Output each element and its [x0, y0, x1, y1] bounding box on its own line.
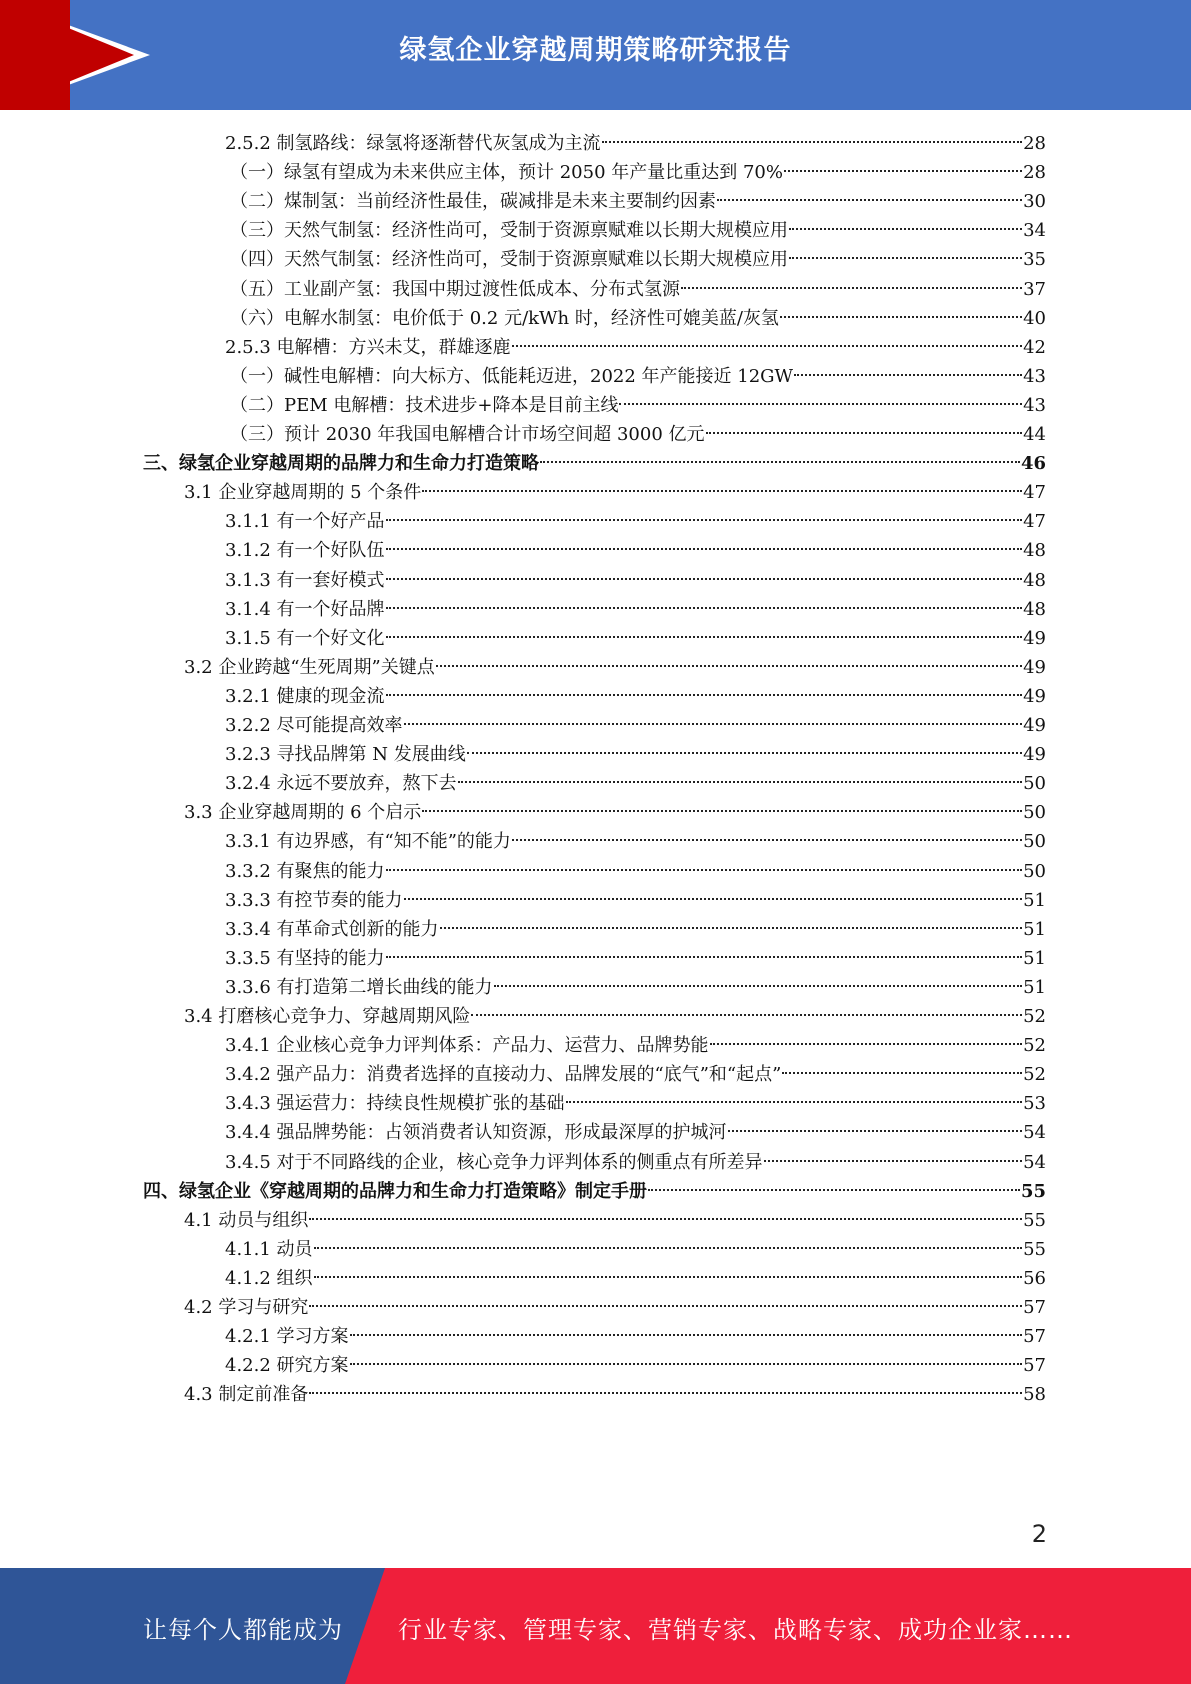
toc-entry-page: 28	[1023, 162, 1046, 184]
toc-entry[interactable]	[225, 943, 1046, 974]
toc-entry-page: 49	[1023, 715, 1046, 736]
toc-entry-label: 3.4.1 企业核心竞争力评判体系：产品力、运营力、品牌势能	[225, 1035, 709, 1057]
toc-entry-label: 四、绿氢企业《穿越周期的品牌力和生命力打造策略》制定手册	[143, 1180, 647, 1202]
toc-entry-page: 54	[1023, 1122, 1046, 1144]
toc-dot-leader	[780, 316, 1022, 318]
toc-entry[interactable]	[230, 390, 1046, 421]
toc-entry-label: 4.2.1 学习方案	[225, 1326, 349, 1348]
toc-entry-page: 52	[1023, 1064, 1046, 1086]
toc-dot-leader	[717, 199, 1022, 201]
toc-entry[interactable]	[230, 186, 1046, 217]
toc-entry[interactable]	[184, 477, 1046, 508]
toc-dot-leader	[789, 257, 1022, 259]
toc-entry-label: 4.1 动员与组织	[184, 1209, 309, 1231]
toc-entry-page: 58	[1023, 1384, 1046, 1406]
report-title: 绿氢企业穿越周期策略研究报告	[399, 35, 792, 66]
toc-entry-page: 43	[1023, 394, 1046, 416]
toc-entry-label: 3.2.4 永远不要放弃，熬下去	[225, 773, 457, 795]
toc-dot-leader	[540, 461, 1020, 463]
toc-dot-leader	[386, 956, 1023, 958]
toc-entry-page: 50	[1023, 831, 1046, 853]
toc-entry-page: 47	[1023, 482, 1046, 504]
toc-dot-leader	[350, 1363, 1023, 1365]
toc-dot-leader	[422, 490, 1022, 492]
toc-entry[interactable]	[184, 1379, 1046, 1410]
footer-slogan-left: 让每个人都能成为	[143, 1616, 343, 1644]
toc-entry[interactable]	[225, 826, 1046, 857]
toc-entry-page: 51	[1023, 976, 1046, 998]
toc-dot-leader	[648, 1189, 1020, 1191]
toc-entry-page: 48	[1023, 598, 1046, 620]
toc-dot-leader	[309, 1305, 1022, 1307]
toc-entry-page: 52	[1023, 1006, 1046, 1027]
toc-dot-leader	[386, 578, 1023, 580]
toc-entry[interactable]	[225, 1321, 1046, 1352]
toc-entry[interactable]	[230, 419, 1046, 450]
toc-entry[interactable]	[225, 739, 1046, 770]
toc-dot-leader	[309, 1392, 1022, 1394]
toc-entry-page: 55	[1023, 1209, 1046, 1231]
toc-entry-label: 4.3 制定前准备	[184, 1384, 309, 1406]
toc-entry-label: 3.4.3 强运营力：持续良性规模扩张的基础	[225, 1093, 565, 1115]
toc-entry-label: 3.1.1 有一个好产品	[225, 511, 385, 533]
toc-dot-leader	[681, 287, 1022, 289]
toc-entry[interactable]	[143, 1176, 1046, 1207]
toc-dot-leader	[467, 752, 1022, 754]
toc-entry-label: 3.2.1 健康的现金流	[225, 685, 385, 707]
toc-entry-page: 57	[1023, 1297, 1046, 1318]
toc-entry-label: （二）煤制氢：当前经济性最佳，碳减排是未来主要制约因素	[230, 191, 716, 213]
toc-entry-label: （三）天然气制氢：经济性尚可，受制于资源禀赋难以长期大规模应用	[230, 220, 788, 242]
toc-entry[interactable]	[230, 244, 1046, 275]
toc-dot-leader	[386, 519, 1023, 521]
toc-dot-leader	[404, 723, 1023, 725]
toc-entry[interactable]	[230, 157, 1046, 188]
toc-entry-page: 46	[1020, 453, 1046, 475]
toc-entry-label: 三、绿氢企业穿越周期的品牌力和生命力打造策略	[143, 453, 539, 475]
toc-entry-page: 49	[1023, 656, 1046, 678]
toc-entry[interactable]	[225, 565, 1046, 596]
toc-entry[interactable]	[225, 535, 1046, 566]
toc-entry-page: 57	[1023, 1355, 1046, 1377]
toc-entry-page: 54	[1023, 1151, 1046, 1173]
toc-entry-page: 57	[1023, 1326, 1046, 1348]
toc-entry[interactable]	[225, 1234, 1046, 1265]
toc-entry-label: （一）碱性电解槽：向大标方、低能耗迈进，2022 年产能接近 12GW	[230, 365, 794, 387]
toc-entry-label: 2.5.2 制氢路线：绿氢将逐渐替代灰氢成为主流	[225, 133, 601, 154]
toc-entry-page: 49	[1023, 685, 1046, 707]
toc-entry-page: 49	[1023, 744, 1046, 766]
toc-entry-label: 3.4 打磨核心竞争力、穿越周期风险	[184, 1006, 471, 1027]
toc-entry-page: 52	[1023, 1035, 1046, 1057]
toc-entry[interactable]	[225, 972, 1046, 1003]
toc-entry-label: 3.3.1 有边界感，有“知不能”的能力	[225, 831, 511, 853]
toc-dot-leader	[764, 1160, 1023, 1162]
toc-entry-label: 2.5.3 电解槽：方兴未艾，群雄逐鹿	[225, 336, 511, 358]
toc-entry-label: （六）电解水制氢：电价低于 0.2 元/kWh 时，经济性可媲美蓝/灰氢	[230, 307, 779, 329]
toc-dot-leader	[710, 1043, 1023, 1045]
toc-entry-page: 48	[1023, 569, 1046, 591]
toc-dot-leader	[386, 607, 1023, 609]
toc-dot-leader	[458, 781, 1023, 783]
toc-entry-label: 3.1.3 有一套好模式	[225, 569, 385, 591]
toc-dot-leader	[386, 636, 1023, 638]
toc-entry[interactable]	[225, 768, 1046, 799]
toc-entry-label: 4.1.1 动员	[225, 1238, 313, 1260]
toc-entry-page: 51	[1023, 918, 1046, 940]
toc-entry-page: 50	[1023, 802, 1046, 824]
toc-entry[interactable]	[225, 856, 1046, 887]
toc-dot-leader	[512, 839, 1022, 841]
toc-entry[interactable]	[225, 710, 1046, 741]
toc-entry[interactable]	[184, 1001, 1046, 1032]
toc-dot-leader	[314, 1276, 1023, 1278]
toc-entry-label: 3.4.5 对于不同路线的企业，核心竞争力评判体系的侧重点有所差异	[225, 1151, 763, 1173]
toc-entry-label: 3.2.2 尽可能提高效率	[225, 715, 403, 736]
toc-entry-label: 3.2 企业跨越“生死周期”关键点	[184, 656, 435, 678]
toc-entry[interactable]	[225, 594, 1046, 625]
toc-entry[interactable]	[225, 681, 1046, 712]
toc-entry[interactable]	[225, 1030, 1046, 1061]
toc-dot-leader	[728, 1130, 1023, 1132]
toc-entry-page: 37	[1023, 278, 1046, 300]
toc-dot-leader	[566, 1101, 1023, 1103]
toc-entry-label: 4.1.2 组织	[225, 1267, 313, 1289]
footer-blue-slant	[345, 1568, 385, 1684]
toc-entry[interactable]	[184, 1205, 1046, 1236]
toc-entry-label: 3.1 企业穿越周期的 5 个条件	[184, 482, 422, 504]
toc-dot-leader	[422, 810, 1022, 812]
toc-entry-page: 42	[1023, 336, 1046, 358]
toc-dot-leader	[386, 694, 1023, 696]
toc-dot-leader	[619, 403, 1022, 405]
toc-entry[interactable]	[225, 1059, 1046, 1090]
toc-entry-label: （四）天然气制氢：经济性尚可，受制于资源禀赋难以长期大规模应用	[230, 249, 788, 271]
toc-entry-page: 51	[1023, 889, 1046, 911]
toc-entry[interactable]	[225, 1350, 1046, 1381]
toc-entry[interactable]	[230, 303, 1046, 334]
toc-entry-page: 28	[1023, 133, 1046, 154]
toc-dot-leader	[789, 228, 1022, 230]
toc-entry-page: 55	[1023, 1238, 1046, 1260]
toc-entry-label: （一）绿氢有望成为未来供应主体，预计 2050 年产量比重达到 70%	[230, 162, 783, 184]
toc-entry[interactable]	[230, 274, 1046, 305]
toc-dot-leader	[782, 1072, 1022, 1074]
toc-entry-label: 4.2 学习与研究	[184, 1297, 309, 1318]
toc-entry[interactable]	[143, 448, 1046, 479]
toc-dot-leader	[440, 927, 1023, 929]
toc-dot-leader	[314, 1247, 1023, 1249]
toc-entry-label: 3.3.4 有革命式创新的能力	[225, 918, 439, 940]
toc-entry-page: 53	[1023, 1093, 1046, 1115]
toc-dot-leader	[494, 985, 1023, 987]
toc-entry-label: 3.4.2 强产品力：消费者选择的直接动力、品牌发展的“底气”和“起点”	[225, 1064, 782, 1086]
toc-dot-leader	[784, 170, 1022, 172]
toc-entry[interactable]	[225, 128, 1046, 159]
toc-dot-leader	[386, 548, 1023, 550]
toc-entry[interactable]	[225, 885, 1046, 916]
toc-entry-label: 4.2.2 研究方案	[225, 1355, 349, 1377]
toc-entry-label: 3.3.5 有坚持的能力	[225, 947, 385, 969]
toc-entry-label: 3.1.5 有一个好文化	[225, 627, 385, 649]
toc-entry-page: 43	[1023, 365, 1046, 387]
toc-dot-leader	[512, 345, 1023, 347]
toc-entry[interactable]	[225, 1088, 1046, 1119]
toc-entry-label: （三）预计 2030 年我国电解槽合计市场空间超 3000 亿元	[230, 424, 705, 445]
toc-entry-page: 55	[1020, 1180, 1046, 1202]
toc-entry-label: 3.4.4 强品牌势能：占领消费者认知资源，形成最深厚的护城河	[225, 1122, 727, 1144]
toc-entry-page: 30	[1023, 191, 1046, 213]
toc-entry-label: 3.1.4 有一个好品牌	[225, 598, 385, 620]
toc-entry[interactable]	[184, 652, 1046, 683]
toc-entry[interactable]	[225, 1147, 1046, 1178]
toc-dot-leader	[386, 869, 1023, 871]
toc-dot-leader	[706, 432, 1023, 434]
toc-entry[interactable]	[230, 215, 1046, 246]
toc-entry-page: 48	[1023, 540, 1046, 562]
toc-dot-leader	[436, 665, 1022, 667]
toc-entry-page: 35	[1023, 249, 1046, 271]
toc-dot-leader	[404, 898, 1023, 900]
toc-dot-leader	[794, 374, 1022, 376]
toc-entry-label: 3.3.2 有聚焦的能力	[225, 860, 385, 882]
page-header	[0, 0, 1191, 110]
toc-entry-page: 34	[1023, 220, 1046, 242]
toc-entry[interactable]	[184, 797, 1046, 828]
toc-entry[interactable]	[225, 623, 1046, 654]
toc-entry[interactable]	[225, 914, 1046, 945]
toc-entry[interactable]	[225, 1263, 1046, 1294]
toc-entry-page: 44	[1023, 424, 1046, 445]
page-number: 2	[1031, 1520, 1047, 1548]
toc-dot-leader	[602, 141, 1023, 143]
toc-entry-page: 40	[1023, 307, 1046, 329]
page-footer	[0, 1568, 1191, 1684]
toc-entry-page: 51	[1023, 947, 1046, 969]
toc-dot-leader	[309, 1218, 1022, 1220]
toc-entry-page: 47	[1023, 511, 1046, 533]
toc-entry-label: 3.3 企业穿越周期的 6 个启示	[184, 802, 422, 824]
toc-entry-label: （五）工业副产氢：我国中期过渡性低成本、分布式氢源	[230, 278, 680, 300]
toc-entry-label: （二）PEM 电解槽：技术进步+降本是目前主线	[230, 394, 619, 416]
toc-dot-leader	[471, 1014, 1022, 1016]
toc-entry-label: 3.3.6 有打造第二增长曲线的能力	[225, 976, 493, 998]
toc-entry[interactable]	[225, 506, 1046, 537]
toc-entry-page: 50	[1023, 860, 1046, 882]
footer-slogan-right: 行业专家、管理专家、营销专家、战略专家、成功企业家……	[398, 1616, 1073, 1644]
toc-entry-label: 3.2.3 寻找品牌第 N 发展曲线	[225, 744, 466, 766]
toc-entry[interactable]	[225, 332, 1046, 363]
toc-entry-page: 50	[1023, 773, 1046, 795]
toc-entry[interactable]	[230, 361, 1046, 392]
toc-entry-label: 3.1.2 有一个好队伍	[225, 540, 385, 562]
toc-entry[interactable]	[184, 1292, 1046, 1323]
toc-entry-page: 49	[1023, 627, 1046, 649]
toc-entry-page: 56	[1023, 1267, 1046, 1289]
toc-entry[interactable]	[225, 1117, 1046, 1148]
toc-dot-leader	[350, 1334, 1023, 1336]
toc-entry-label: 3.3.3 有控节奏的能力	[225, 889, 403, 911]
